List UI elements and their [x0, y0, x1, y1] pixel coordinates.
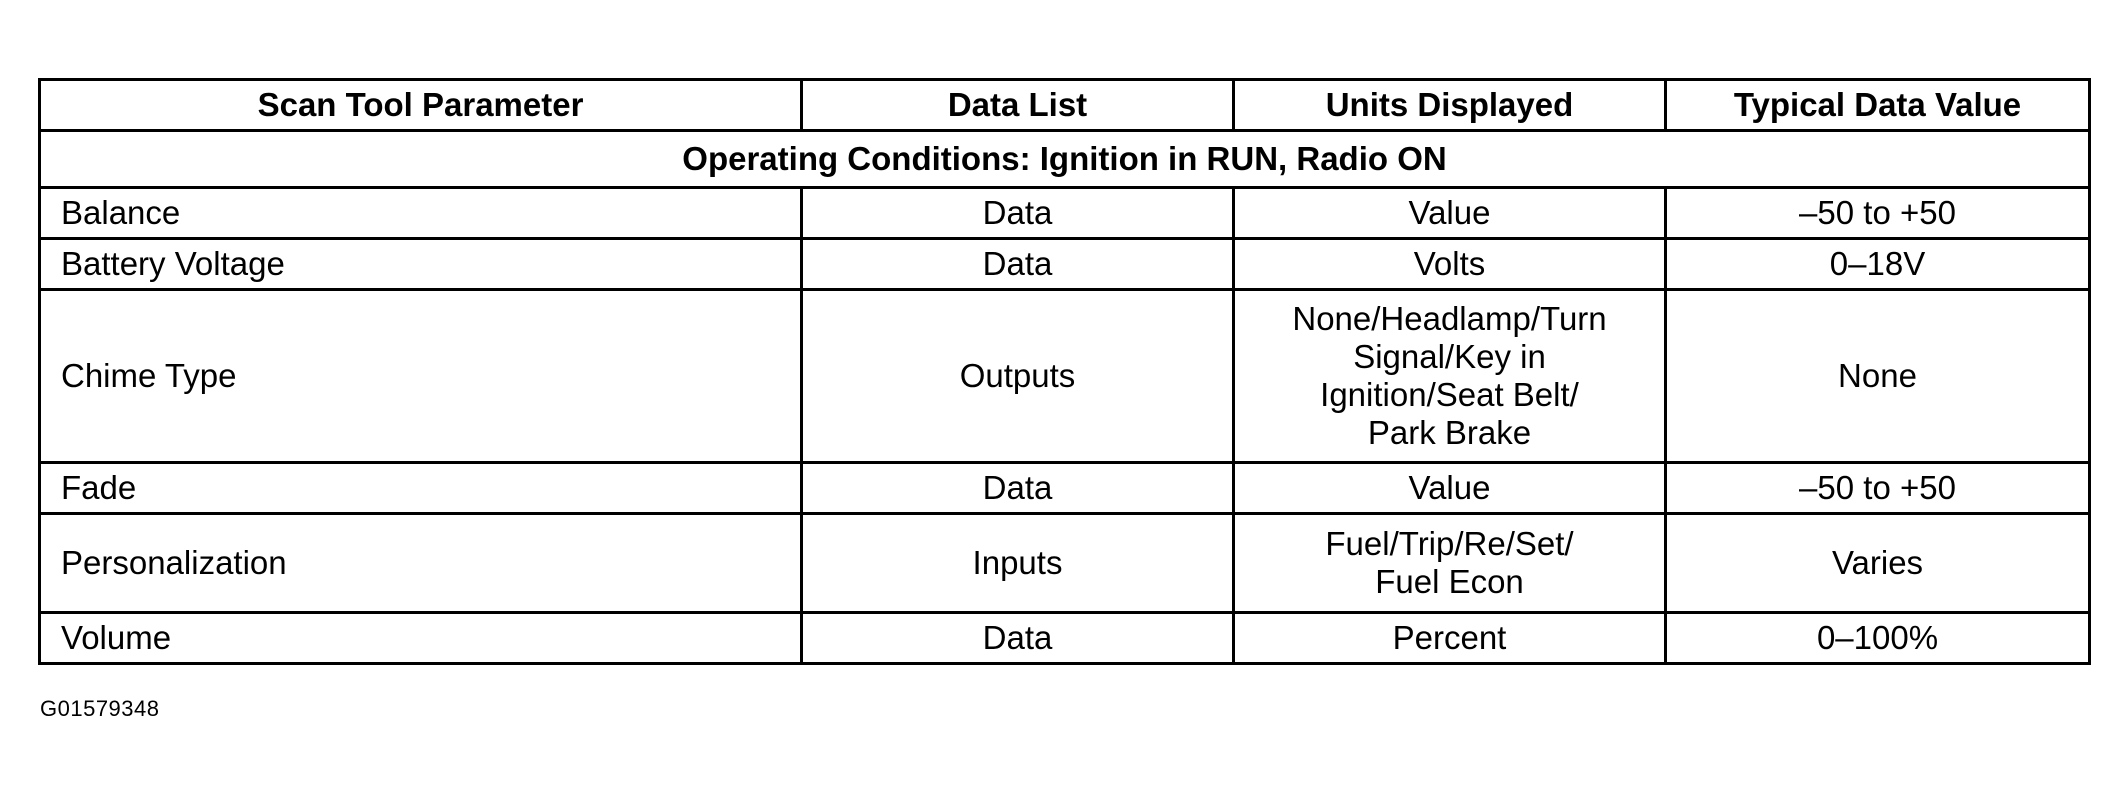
cell-units: Value: [1234, 188, 1666, 239]
cell-parameter: Volume: [40, 613, 802, 664]
table-row: [40, 613, 2090, 664]
cell-units: [1234, 514, 1666, 613]
cell-typical: None: [1666, 290, 2090, 463]
cell-data-list: Data: [802, 613, 1234, 664]
cell-parameter: Fade: [40, 463, 802, 514]
cell-data-list: Data: [802, 188, 1234, 239]
cell-parameter: Chime Type: [40, 290, 802, 463]
cell-units: [1234, 290, 1666, 463]
cell-units: Percent: [1234, 613, 1666, 664]
header-units-displayed: Units Displayed: [1234, 80, 1666, 131]
cell-typical: 0–100%: [1666, 613, 2090, 664]
cell-typical: –50 to +50: [1666, 463, 2090, 514]
table-row: [40, 290, 2090, 463]
cell-data-list: Outputs: [802, 290, 1234, 463]
cell-typical: Varies: [1666, 514, 2090, 613]
cell-data-list: Data: [802, 239, 1234, 290]
operating-conditions-row: [40, 131, 2090, 188]
cell-units: Value: [1234, 463, 1666, 514]
header-scan-tool-parameter: Scan Tool Parameter: [40, 80, 802, 131]
cell-units: Volts: [1234, 239, 1666, 290]
cell-typical: –50 to +50: [1666, 188, 2090, 239]
cell-units-text: None/Headlamp/Turn Signal/Key in Ignition/Seat Belt/ Park Brake: [1292, 300, 1607, 451]
header-row: [40, 80, 2090, 131]
cell-parameter: Battery Voltage: [40, 239, 802, 290]
cell-units-text: Fuel/Trip/Re/Set/ Fuel Econ: [1325, 525, 1574, 600]
table-row: [40, 463, 2090, 514]
table-row: [40, 188, 2090, 239]
figure-id: G01579348: [40, 696, 160, 721]
cell-data-list: Inputs: [802, 514, 1234, 613]
header-data-list: Data List: [802, 80, 1234, 131]
table-row: [40, 239, 2090, 290]
cell-data-list: Data: [802, 463, 1234, 514]
cell-parameter: Personalization: [40, 514, 802, 613]
scan-tool-data-table: [38, 78, 2091, 665]
cell-parameter: Balance: [40, 188, 802, 239]
operating-conditions: Operating Conditions: Ignition in RUN, Radio ON: [40, 131, 2090, 188]
cell-typical: 0–18V: [1666, 239, 2090, 290]
header-typical-data-value: Typical Data Value: [1666, 80, 2090, 131]
table-row: [40, 514, 2090, 613]
